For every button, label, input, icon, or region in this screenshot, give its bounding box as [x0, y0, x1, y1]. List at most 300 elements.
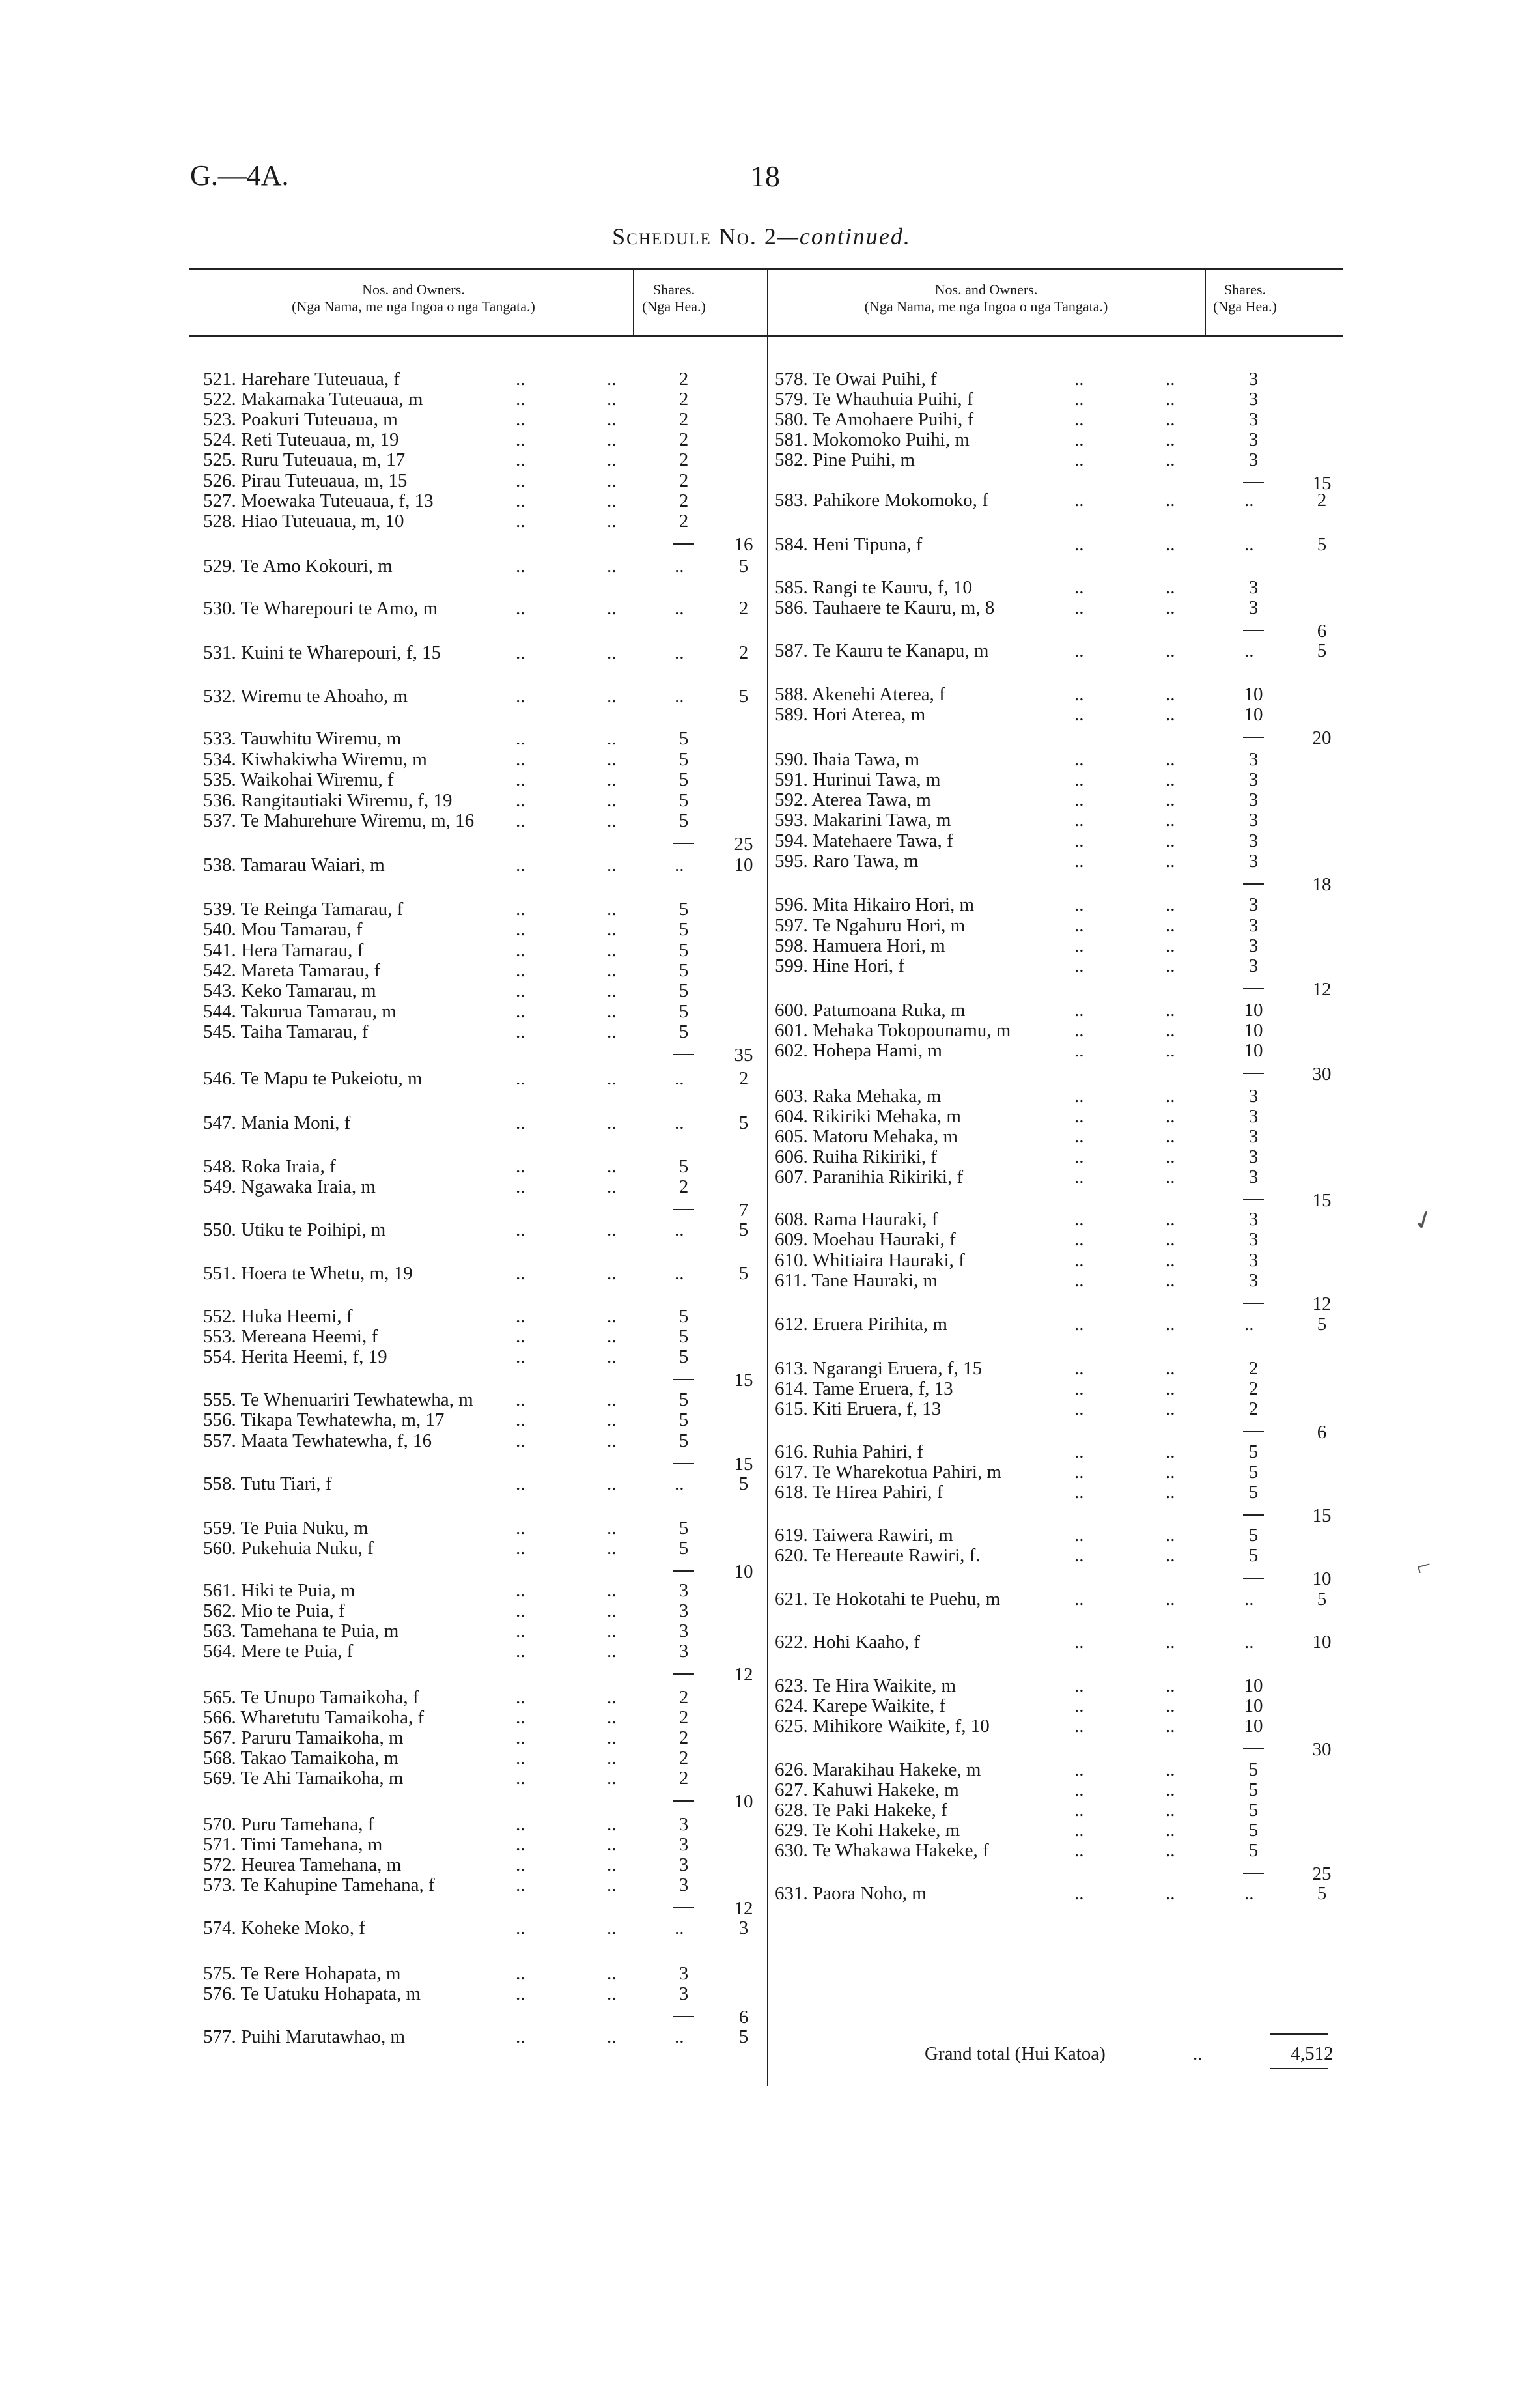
leader-dots: ..	[607, 470, 617, 491]
subtotal-value: 12	[1312, 979, 1332, 1000]
owner-name: 622. Hohi Kaaho, f	[775, 1632, 921, 1652]
share-value: 2	[678, 1727, 689, 1748]
leader-dots: ..	[516, 409, 525, 430]
leader-dots: ..	[1074, 1441, 1084, 1462]
leader-dots: ..	[1074, 1086, 1084, 1107]
grand-total-label: Grand total (Hui Katoa)	[925, 2043, 1106, 2064]
subtotal-rule	[673, 543, 694, 545]
share-value: 3	[1248, 935, 1259, 956]
leader-dots: ..	[607, 642, 617, 663]
subtotal-rule	[1243, 1514, 1264, 1516]
subtotal-rule	[1243, 1303, 1264, 1304]
owner-name: 539. Te Reinga Tamarau, f	[203, 899, 404, 920]
share-value: 3	[1248, 429, 1259, 450]
share-value: 5	[678, 1156, 689, 1177]
leader-dots: ..	[1074, 1675, 1084, 1696]
owner-name: 547. Mania Moni, f	[203, 1112, 351, 1133]
subtotal-rule	[673, 1907, 694, 1908]
owner-name: 552. Huka Heemi, f	[203, 1306, 353, 1327]
leader-dots: ..	[607, 1156, 617, 1177]
owner-name: 551. Hoera te Whetu, m, 19	[203, 1263, 413, 1284]
leader-dots: ..	[516, 1600, 525, 1621]
owner-name: 598. Hamuera Hori, m	[775, 935, 945, 956]
total-value: 5	[1317, 640, 1327, 661]
share-value: 3	[1248, 369, 1259, 390]
leader-dots: ..	[516, 1326, 525, 1347]
owner-name: 616. Ruhia Pahiri, f	[775, 1441, 923, 1462]
owner-name: 549. Ngawaka Iraia, m	[203, 1176, 376, 1197]
subtotal-value: 20	[1312, 728, 1332, 748]
leader-dots: ..	[607, 1918, 617, 1938]
leader-dots: ..	[1244, 640, 1254, 661]
share-value: 3	[678, 1963, 689, 1984]
owner-name: 528. Hiao Tuteuaua, m, 10	[203, 511, 404, 531]
subtotal-rule	[673, 1570, 694, 1572]
leader-dots: ..	[1074, 1209, 1084, 1230]
leader-dots: ..	[1074, 1545, 1084, 1566]
subtotal-value: 12	[734, 1664, 753, 1685]
grand-total-bottom-rule	[1270, 2068, 1328, 2069]
owner-name: 604. Rikiriki Mehaka, m	[775, 1106, 961, 1127]
leader-dots: ..	[607, 1854, 617, 1875]
subtotal-rule	[673, 1209, 694, 1210]
owner-name: 560. Pukehuia Nuku, f	[203, 1538, 374, 1559]
owner-name: 623. Te Hira Waikite, m	[775, 1675, 957, 1696]
leader-dots: ..	[1074, 1840, 1084, 1861]
leader-dots: ..	[675, 642, 684, 663]
total-value: 2	[738, 642, 749, 663]
leader-dots: ..	[1166, 704, 1175, 725]
share-value: 2	[678, 470, 689, 491]
leader-dots: ..	[1166, 1398, 1175, 1419]
owner-name: 584. Heni Tipuna, f	[775, 534, 923, 555]
leader-dots: ..	[1074, 1589, 1084, 1609]
leader-dots: ..	[516, 1219, 525, 1240]
subtotal-rule	[1243, 1073, 1264, 1074]
leader-dots: ..	[516, 1580, 525, 1601]
leader-dots: ..	[675, 556, 684, 576]
leader-dots: ..	[1074, 915, 1084, 936]
owner-name: 607. Paranihia Rikiriki, f	[775, 1167, 964, 1187]
owner-name: 571. Timi Tamehana, m	[203, 1834, 383, 1855]
owner-name: 626. Marakihau Hakeke, m	[775, 1759, 981, 1780]
share-value: 3	[1248, 894, 1259, 915]
leader-dots: ..	[1166, 409, 1175, 430]
leader-dots: ..	[1166, 490, 1175, 511]
share-value: 5	[1248, 1779, 1259, 1800]
leader-dots: ..	[1074, 1040, 1084, 1061]
leader-dots: ..	[516, 1263, 525, 1284]
share-value: 5	[678, 790, 689, 811]
share-value: 3	[678, 1621, 689, 1641]
share-value: 3	[1248, 409, 1259, 430]
shares-header-label: Shares.	[1223, 281, 1266, 298]
leader-dots: ..	[1166, 389, 1175, 410]
share-value: 5	[678, 810, 689, 831]
subtotal-rule	[673, 1800, 694, 1802]
share-value: 3	[1248, 915, 1259, 936]
leader-dots: ..	[516, 1834, 525, 1855]
owner-name: 610. Whitiaira Hauraki, f	[775, 1250, 965, 1271]
leader-dots: ..	[1074, 749, 1084, 770]
leader-dots: ..	[607, 1021, 617, 1042]
leader-dots: ..	[516, 1768, 525, 1789]
leader-dots: ..	[1166, 1589, 1175, 1609]
total-value: 10	[734, 855, 753, 875]
subtotal-rule	[1243, 737, 1264, 738]
share-value: 3	[1248, 389, 1259, 410]
leader-dots: ..	[1166, 1270, 1175, 1291]
leader-dots: ..	[1166, 1840, 1175, 1861]
owner-name: 521. Harehare Tuteuaua, f	[203, 369, 400, 390]
total-value: 5	[1317, 1589, 1327, 1609]
leader-dots: ..	[1074, 597, 1084, 618]
share-value: 5	[678, 940, 689, 961]
leader-dots: ..	[1166, 1800, 1175, 1820]
owner-name: 631. Paora Noho, m	[775, 1883, 927, 1904]
leader-dots: ..	[607, 449, 617, 470]
leader-dots: ..	[607, 1580, 617, 1601]
owner-name: 531. Kuini te Wharepouri, f, 15	[203, 642, 441, 663]
share-value: 5	[678, 1409, 689, 1430]
leader-dots: ..	[516, 1430, 525, 1451]
share-value: 10	[1244, 704, 1263, 725]
grand-total-value: 4,512	[1291, 2043, 1334, 2064]
total-value: 5	[738, 686, 749, 707]
share-value: 3	[1248, 956, 1259, 976]
owner-name: 569. Te Ahi Tamaikoha, m	[203, 1768, 404, 1789]
leader-dots: ..	[1074, 1270, 1084, 1291]
leader-dots: ..	[607, 1518, 617, 1538]
leader-dots: ..	[516, 1814, 525, 1835]
leader-dots: ..	[1166, 810, 1175, 830]
owner-name: 572. Heurea Tamehana, m	[203, 1854, 402, 1875]
owner-name: 612. Eruera Pirihita, m	[775, 1314, 947, 1335]
leader-dots: ..	[516, 960, 525, 981]
leader-dots: ..	[1074, 449, 1084, 470]
owner-name: 542. Mareta Tamarau, f	[203, 960, 381, 981]
leader-dots: ..	[607, 1687, 617, 1708]
subtotal-rule	[673, 1379, 694, 1380]
leader-dots: ..	[607, 1727, 617, 1748]
share-value: 5	[1248, 1800, 1259, 1820]
leader-dots: ..	[1166, 684, 1175, 705]
leader-dots: ..	[1166, 1209, 1175, 1230]
owner-name: 603. Raka Mehaka, m	[775, 1086, 942, 1107]
leader-dots: ..	[1166, 1462, 1175, 1482]
leader-dots: ..	[1074, 1525, 1084, 1546]
leader-dots: ..	[1074, 1000, 1084, 1021]
share-value: 3	[1248, 1270, 1259, 1291]
share-value: 3	[678, 1580, 689, 1601]
leader-dots: ..	[516, 1176, 525, 1197]
owner-name: 608. Rama Hauraki, f	[775, 1209, 938, 1230]
owner-name: 529. Te Amo Kokouri, m	[203, 556, 393, 576]
leader-dots: ..	[607, 1963, 617, 1984]
owner-name: 555. Te Whenuariri Tewhatewha, m	[203, 1389, 473, 1410]
leader-dots: ..	[1166, 597, 1175, 618]
subtotal-value: 10	[1312, 1568, 1332, 1589]
owner-name: 561. Hiki te Puia, m	[203, 1580, 356, 1601]
owner-name: 611. Tane Hauraki, m	[775, 1270, 938, 1291]
owner-name: 566. Wharetutu Tamaikoha, f	[203, 1707, 425, 1728]
subtotal-value: 25	[1312, 1863, 1332, 1884]
owner-name: 578. Te Owai Puihi, f	[775, 369, 937, 390]
owner-name: 596. Mita Hikairo Hori, m	[775, 894, 975, 915]
leader-dots: ..	[1166, 935, 1175, 956]
share-value: 10	[1244, 1000, 1263, 1021]
right-shares-header	[1206, 281, 1284, 315]
owner-name: 524. Reti Tuteuaua, m, 19	[203, 429, 399, 450]
leader-dots: ..	[1244, 1883, 1254, 1904]
share-value: 3	[1248, 1250, 1259, 1271]
share-value: 5	[1248, 1525, 1259, 1546]
owner-name: 580. Te Amohaere Puihi, f	[775, 409, 974, 430]
owner-name: 543. Keko Tamarau, m	[203, 980, 376, 1001]
leader-dots: ..	[1074, 1167, 1084, 1187]
leader-dots: ..	[1074, 1695, 1084, 1716]
leader-dots: ..	[1074, 1632, 1084, 1652]
owner-name: 573. Te Kahupine Tamehana, f	[203, 1875, 435, 1895]
leader-dots: ..	[607, 960, 617, 981]
share-value: 5	[678, 919, 689, 940]
leader-dots: ..	[607, 490, 617, 511]
leader-dots: ..	[1166, 1545, 1175, 1566]
leader-dots: ..	[607, 1430, 617, 1451]
share-value: 3	[1248, 769, 1259, 790]
leader-dots: ..	[1244, 1314, 1254, 1335]
leader-dots: ..	[1166, 1883, 1175, 1904]
subtotal-rule	[1243, 883, 1264, 885]
leader-dots: ..	[607, 2026, 617, 2047]
grand-total-top-rule	[1270, 2033, 1328, 2035]
owner-name: 554. Herita Heemi, f, 19	[203, 1346, 387, 1367]
leader-dots: ..	[1193, 2043, 1203, 2064]
share-value: 5	[678, 960, 689, 981]
leader-dots: ..	[1074, 810, 1084, 830]
leader-dots: ..	[607, 940, 617, 961]
leader-dots: ..	[1074, 1779, 1084, 1800]
owner-name: 540. Mou Tamarau, f	[203, 919, 363, 940]
owner-name: 595. Raro Tawa, m	[775, 851, 919, 871]
subtotal-value: 12	[1312, 1294, 1332, 1314]
leader-dots: ..	[516, 1473, 525, 1494]
leader-dots: ..	[1074, 1314, 1084, 1335]
leader-dots: ..	[516, 1641, 525, 1662]
leader-dots: ..	[516, 1306, 525, 1327]
subtotal-value: 30	[1312, 1064, 1332, 1084]
leader-dots: ..	[516, 1707, 525, 1728]
share-value: 3	[1248, 1167, 1259, 1187]
leader-dots: ..	[1166, 769, 1175, 790]
owner-name: 536. Rangitautiaki Wiremu, f, 19	[203, 790, 453, 811]
share-value: 3	[1248, 1229, 1259, 1250]
total-value: 5	[738, 2026, 749, 2047]
owner-name: 556. Tikapa Tewhatewha, m, 17	[203, 1409, 445, 1430]
leader-dots: ..	[1166, 1106, 1175, 1127]
share-value: 3	[678, 1814, 689, 1835]
schedule-title-prefix: Schedule No. 2	[612, 223, 777, 249]
leader-dots: ..	[607, 1768, 617, 1789]
leader-dots: ..	[1244, 1589, 1254, 1609]
owner-name: 537. Te Mahurehure Wiremu, m, 16	[203, 810, 475, 831]
leader-dots: ..	[516, 1918, 525, 1938]
leader-dots: ..	[675, 1473, 684, 1494]
leader-dots: ..	[516, 1021, 525, 1042]
leader-dots: ..	[516, 1687, 525, 1708]
leader-dots: ..	[1074, 1250, 1084, 1271]
subtotal-rule	[673, 1054, 694, 1055]
owner-name: 538. Tamarau Waiari, m	[203, 855, 385, 875]
owner-name: 564. Mere te Puia, f	[203, 1641, 354, 1662]
leader-dots: ..	[1074, 369, 1084, 390]
header-bottom-rule	[189, 335, 1343, 337]
leader-dots: ..	[607, 1001, 617, 1022]
leader-dots: ..	[607, 1219, 617, 1240]
leader-dots: ..	[1244, 490, 1254, 511]
leader-dots: ..	[1074, 684, 1084, 705]
owner-name: 601. Mehaka Tokopounamu, m	[775, 1020, 1011, 1041]
owner-name: 526. Pirau Tuteuaua, m, 15	[203, 470, 408, 491]
leader-dots: ..	[607, 1346, 617, 1367]
share-value: 2	[678, 429, 689, 450]
subtotal-rule	[673, 843, 694, 844]
leader-dots: ..	[1166, 429, 1175, 450]
total-value: 5	[738, 1263, 749, 1284]
share-value: 3	[678, 1600, 689, 1621]
share-value: 5	[1248, 1840, 1259, 1861]
leader-dots: ..	[1074, 409, 1084, 430]
leader-dots: ..	[516, 1389, 525, 1410]
leader-dots: ..	[516, 389, 525, 410]
leader-dots: ..	[516, 1983, 525, 2004]
owner-name: 586. Tauhaere te Kauru, m, 8	[775, 597, 995, 618]
shares-header-label: Shares.	[652, 281, 695, 298]
leader-dots: ..	[607, 728, 617, 749]
owner-name: 620. Te Hereaute Rawiri, f.	[775, 1545, 981, 1566]
leader-dots: ..	[1074, 1820, 1084, 1841]
owner-name: 553. Mereana Heemi, f	[203, 1326, 378, 1347]
leader-dots: ..	[607, 409, 617, 430]
subtotal-value: 7	[738, 1200, 749, 1221]
leader-dots: ..	[1074, 894, 1084, 915]
share-value: 2	[678, 1748, 689, 1768]
leader-dots: ..	[1166, 1020, 1175, 1041]
share-value: 3	[678, 1983, 689, 2004]
leader-dots: ..	[1074, 1759, 1084, 1780]
owner-name: 613. Ngarangi Eruera, f, 15	[775, 1358, 983, 1379]
share-value: 2	[1248, 1378, 1259, 1399]
share-value: 2	[678, 1768, 689, 1789]
total-value: 5	[738, 1473, 749, 1494]
leader-dots: ..	[1166, 1000, 1175, 1021]
owner-name: 534. Kiwhakiwha Wiremu, m	[203, 749, 427, 770]
leader-dots: ..	[1166, 449, 1175, 470]
document-code: G.—4A.	[190, 160, 289, 191]
leader-dots: ..	[607, 389, 617, 410]
owner-name: 548. Roka Iraia, f	[203, 1156, 336, 1177]
leader-dots: ..	[516, 728, 525, 749]
owners-header-label: Nos. and Owners.	[934, 281, 1038, 298]
share-value: 2	[678, 1176, 689, 1197]
share-value: 5	[1248, 1482, 1259, 1503]
share-value: 2	[678, 490, 689, 511]
share-value: 3	[1248, 749, 1259, 770]
leader-dots: ..	[1166, 1250, 1175, 1271]
share-value: 3	[1248, 577, 1259, 598]
leader-dots: ..	[1074, 429, 1084, 450]
leader-dots: ..	[516, 598, 525, 619]
leader-dots: ..	[1074, 704, 1084, 725]
leader-dots: ..	[675, 686, 684, 707]
owner-name: 562. Mio te Puia, f	[203, 1600, 345, 1621]
leader-dots: ..	[1074, 1020, 1084, 1041]
leader-dots: ..	[607, 1600, 617, 1621]
share-value: 3	[1248, 1209, 1259, 1230]
leader-dots: ..	[1074, 1800, 1084, 1820]
leader-dots: ..	[1074, 789, 1084, 810]
subtotal-value: 10	[734, 1561, 753, 1582]
leader-dots: ..	[607, 899, 617, 920]
total-value: 5	[1317, 1883, 1327, 1904]
leader-dots: ..	[1166, 1482, 1175, 1503]
leader-dots: ..	[1166, 956, 1175, 976]
share-value: 3	[1248, 597, 1259, 618]
subtotal-value: 6	[1317, 621, 1327, 642]
leader-dots: ..	[607, 1834, 617, 1855]
leader-dots: ..	[516, 556, 525, 576]
leader-dots: ..	[516, 511, 525, 531]
owner-name: 593. Makarini Tawa, m	[775, 810, 951, 830]
leader-dots: ..	[607, 556, 617, 576]
subtotal-value: 15	[1312, 1190, 1332, 1211]
leader-dots: ..	[516, 490, 525, 511]
leader-dots: ..	[1074, 1229, 1084, 1250]
leader-dots: ..	[516, 1156, 525, 1177]
leader-dots: ..	[1166, 1716, 1175, 1736]
header-top-rule	[189, 268, 1343, 270]
leader-dots: ..	[1166, 851, 1175, 871]
leader-dots: ..	[1074, 1482, 1084, 1503]
leader-dots: ..	[1166, 1086, 1175, 1107]
subtotal-rule	[1243, 1199, 1264, 1200]
leader-dots: ..	[607, 369, 617, 390]
share-value: 3	[1248, 1126, 1259, 1147]
leader-dots: ..	[607, 1875, 617, 1895]
leader-dots: ..	[1166, 1314, 1175, 1335]
leader-dots: ..	[607, 769, 617, 790]
leader-dots: ..	[516, 449, 525, 470]
share-value: 5	[678, 728, 689, 749]
owner-name: 615. Kiti Eruera, f, 13	[775, 1398, 942, 1419]
leader-dots: ..	[516, 1518, 525, 1538]
leader-dots: ..	[1074, 490, 1084, 511]
share-value: 5	[678, 1389, 689, 1410]
leader-dots: ..	[607, 1112, 617, 1133]
share-value: 3	[678, 1854, 689, 1875]
leader-dots: ..	[516, 1409, 525, 1430]
leader-dots: ..	[675, 1068, 684, 1089]
owner-name: 557. Maata Tewhatewha, f, 16	[203, 1430, 432, 1451]
leader-dots: ..	[1244, 534, 1254, 555]
left-shares-divider	[633, 268, 634, 335]
leader-dots: ..	[1074, 1146, 1084, 1167]
share-value: 3	[1248, 789, 1259, 810]
leader-dots: ..	[1074, 577, 1084, 598]
leader-dots: ..	[607, 790, 617, 811]
leader-dots: ..	[516, 686, 525, 707]
leader-dots: ..	[1074, 830, 1084, 851]
